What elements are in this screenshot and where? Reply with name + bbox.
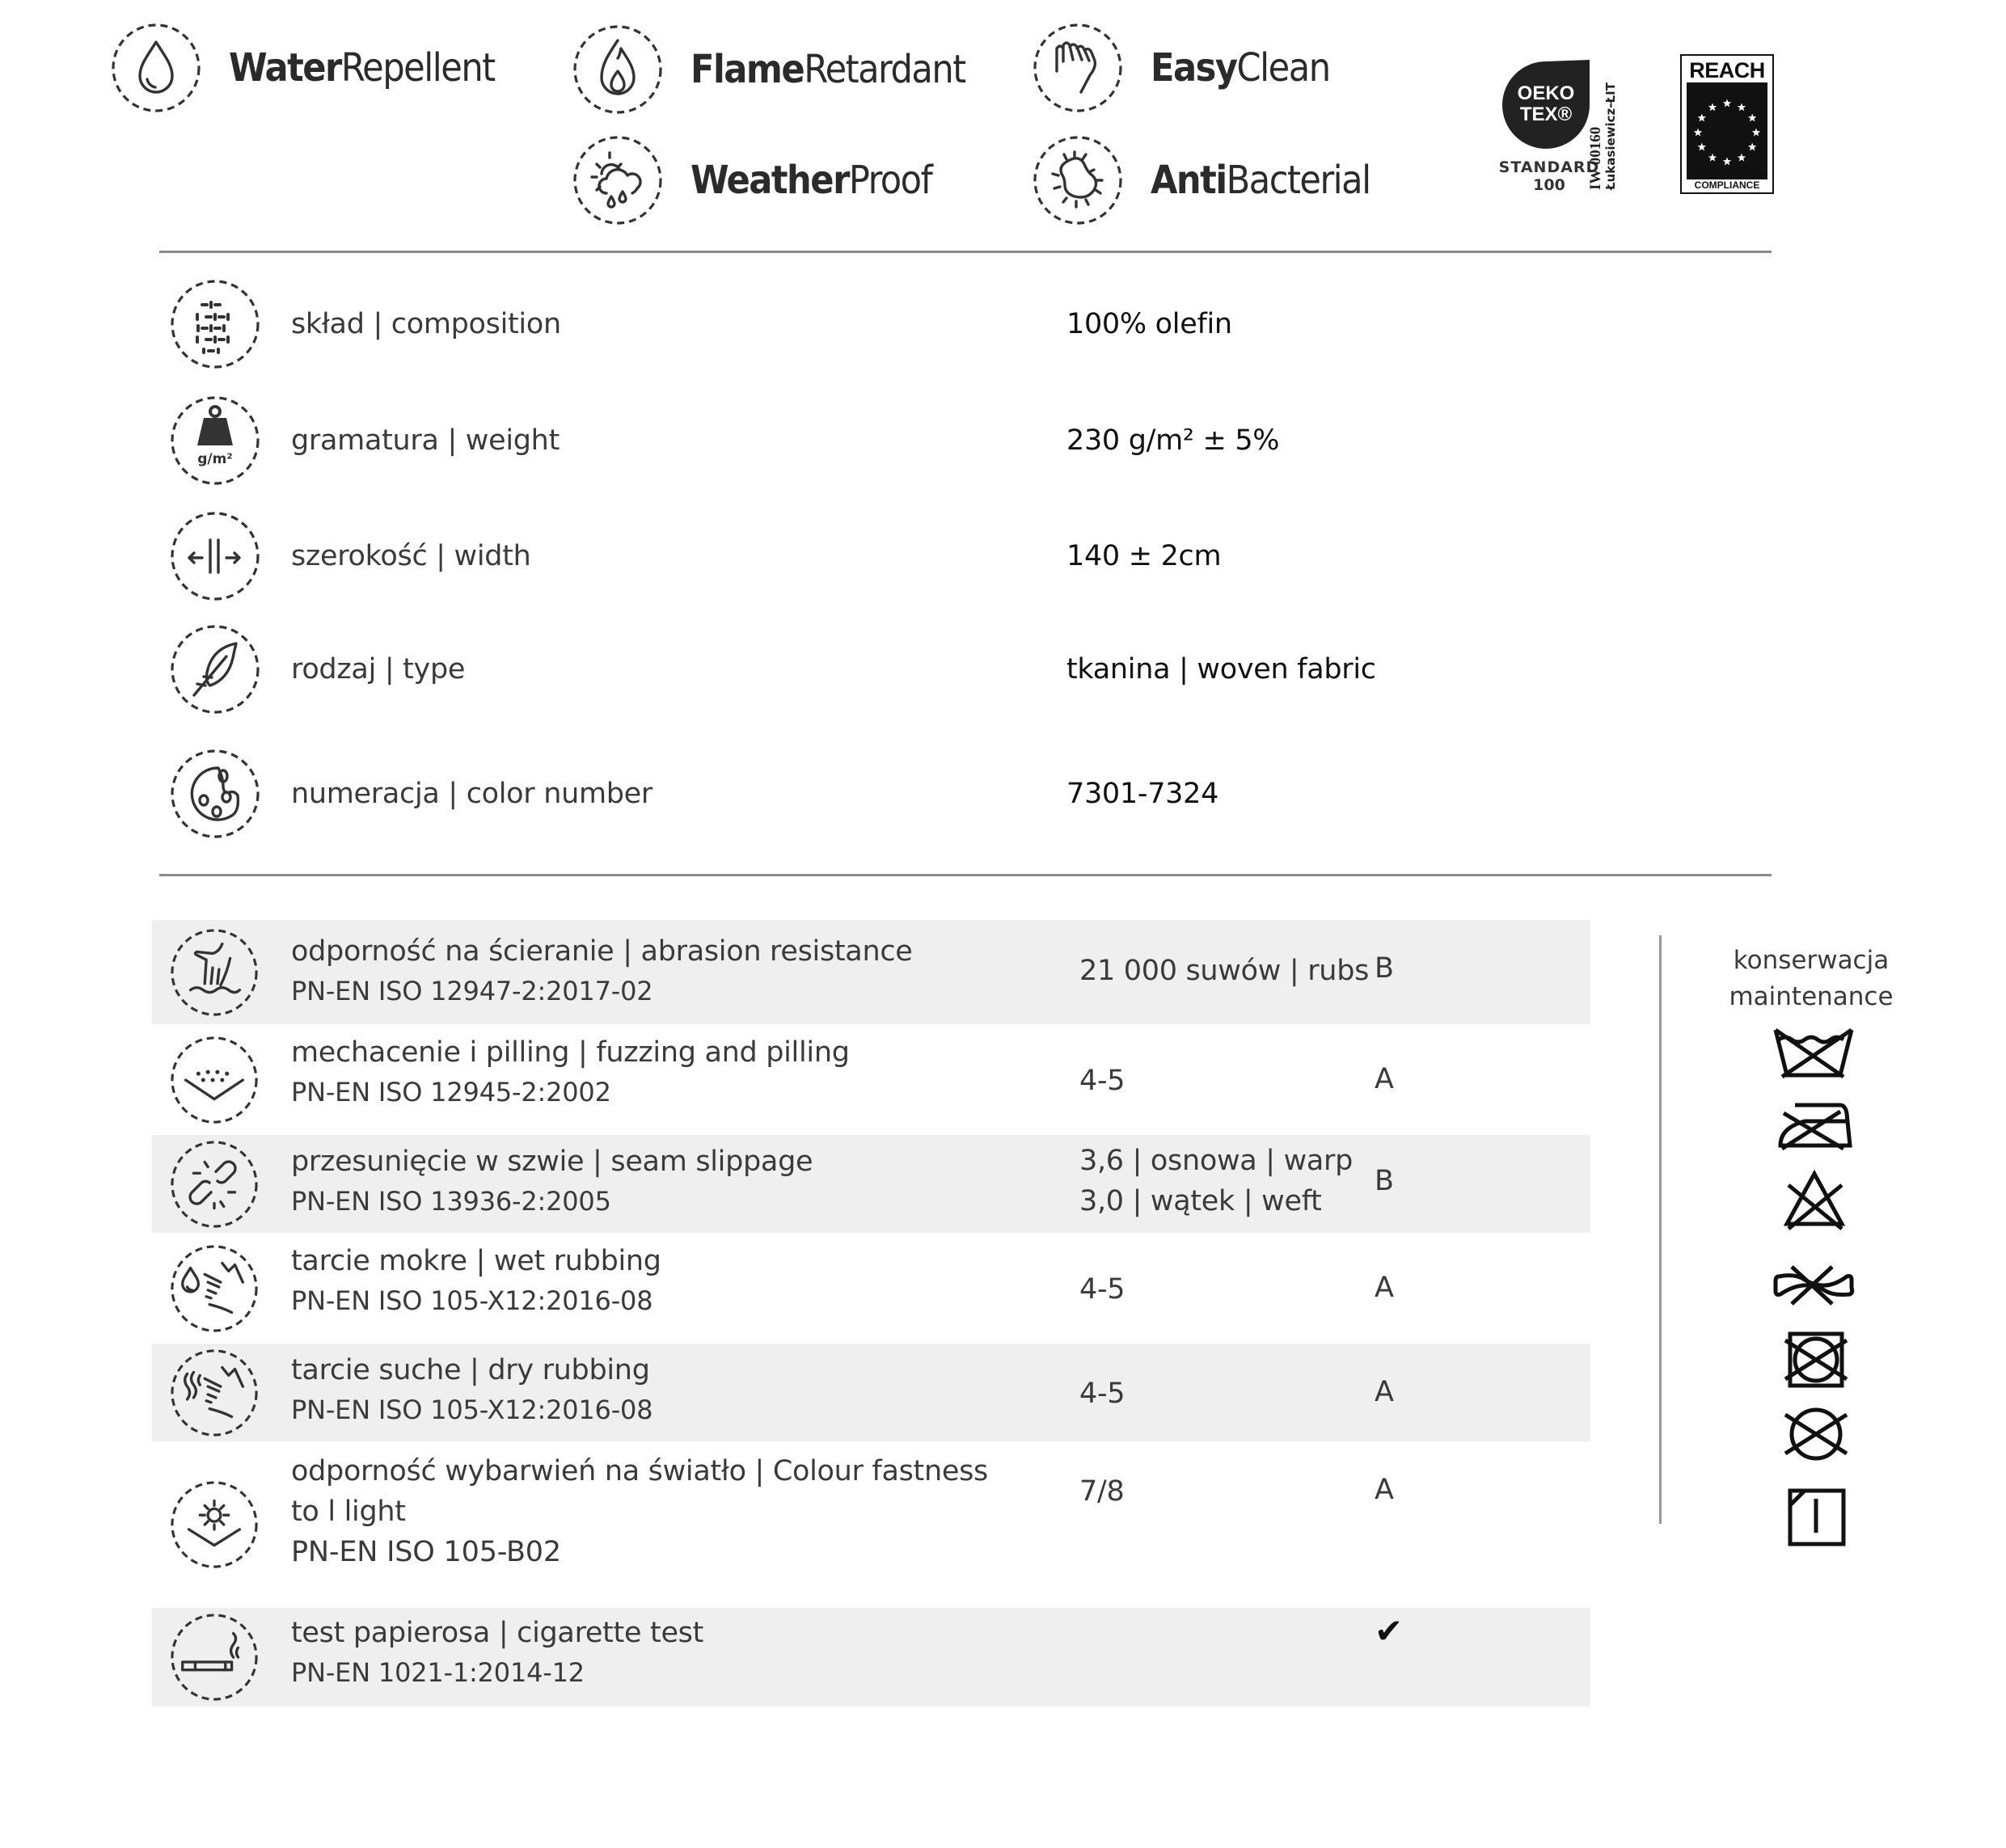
weight-icon [170, 395, 260, 486]
feature-bold: Weather [690, 158, 849, 203]
section-divider [159, 251, 1772, 253]
maintenance-title-pl: konserwacja [1733, 946, 1890, 975]
test-standard: PN-EN 1021-1:2014-12 [291, 1657, 585, 1688]
test-title: tarcie mokre | wet rubbing [291, 1245, 661, 1277]
feature-light: Clean [1236, 45, 1330, 91]
oekotex-line1: OEKO [1517, 82, 1575, 104]
do-not-dry-clean-icon [1763, 1407, 1860, 1471]
oekotex-number: 100 [1533, 176, 1565, 194]
spec-value: 7301-7324 [1066, 778, 1219, 810]
test-standard: PN-EN ISO 12947-2:2017-02 [291, 976, 653, 1006]
test-grade: B [1375, 1165, 1395, 1197]
test-row-pilling [152, 1024, 1590, 1135]
maintenance-title-en: maintenance [1729, 982, 1894, 1011]
feature-bold: Easy [1151, 45, 1237, 91]
eu-stars-icon [1687, 82, 1767, 179]
spec-value: tkanina | woven fabric [1066, 653, 1376, 686]
test-row-abrasion [152, 920, 1590, 1024]
section-divider [159, 874, 1772, 876]
feature-light: Retardant [804, 47, 965, 92]
abrasion-hand-icon [170, 928, 259, 1017]
oekotex-cert-number: IW 00160 [1587, 126, 1604, 190]
feature-flame-retardant [572, 24, 965, 115]
test-standard: PN-EN ISO 13936-2:2005 [291, 1186, 611, 1217]
feature-bold: Flame [690, 47, 805, 92]
do-not-tumble-dry-icon [1763, 1331, 1860, 1395]
test-grade: A [1375, 1063, 1394, 1095]
oekotex-line2: TEX® [1519, 103, 1573, 125]
test-standard: PN-EN ISO 105-X12:2016-08 [291, 1285, 653, 1316]
do-not-wring-icon [1763, 1262, 1860, 1327]
oekotex-cert-id [1588, 82, 1617, 190]
do-not-iron-icon [1763, 1100, 1860, 1165]
test-title-line1: odporność wybarwień na światło | Colour fastness [291, 1455, 988, 1487]
feature-light: Repellent [340, 45, 495, 91]
oekotex-standard: STANDARD [1498, 158, 1600, 176]
oekotex-institute: Łukasiewicz-ŁIT [1603, 82, 1618, 190]
weight-icon-unit: g/m² [197, 451, 233, 467]
reach-title: REACH [1689, 58, 1765, 82]
spec-row-width [170, 511, 1755, 601]
broken-chain-icon [170, 1140, 259, 1229]
dry-rubbing-icon [170, 1348, 259, 1437]
sun-cloud-rain-icon [572, 135, 663, 226]
spec-value: 230 g/m² ± 5% [1066, 424, 1280, 457]
test-title-line2: to l light [291, 1496, 406, 1528]
light-fastness-icon [170, 1480, 259, 1569]
reach-subtitle: COMPLIANCE [1694, 179, 1760, 191]
test-value-weft: 3,0 | wątek | weft [1079, 1185, 1322, 1217]
flame-icon [572, 24, 663, 115]
width-arrows-icon [170, 511, 260, 601]
test-grade: A [1375, 1474, 1394, 1506]
spec-label: szerokość | width [291, 540, 531, 572]
test-row-cigarette [152, 1608, 1590, 1707]
test-standard: PN-EN ISO 12945-2:2002 [291, 1077, 611, 1108]
do-not-wash-icon [1763, 1028, 1860, 1093]
test-grade: A [1375, 1376, 1394, 1408]
feature-bold: Water [229, 45, 341, 91]
feature-easy-clean [1033, 23, 1330, 113]
test-title: przesunięcie w szwie | seam slippage [291, 1146, 813, 1178]
spec-label: rodzaj | type [291, 653, 466, 686]
palette-icon [170, 749, 260, 839]
maintenance-divider [1659, 935, 1662, 1524]
pilling-icon [170, 1036, 259, 1124]
spec-row-composition [170, 279, 1755, 369]
test-value-warp: 3,6 | osnowa | warp [1079, 1145, 1354, 1177]
feature-weather-proof [572, 135, 931, 226]
test-value: 4-5 [1079, 1065, 1125, 1097]
test-title: tarcie suche | dry rubbing [291, 1354, 650, 1386]
drip-dry-shade-icon [1763, 1487, 1860, 1552]
test-title: mechacenie i pilling | fuzzing and pilling [291, 1036, 850, 1069]
test-grade: A [1375, 1272, 1394, 1304]
hand-icon [1033, 23, 1123, 113]
test-standard: PN-EN ISO 105-X12:2016-08 [291, 1394, 653, 1425]
test-value: 7/8 [1079, 1475, 1125, 1508]
test-value: 4-5 [1079, 1273, 1125, 1306]
spec-label: numeracja | color number [291, 778, 652, 810]
test-row-light-fastness [152, 1441, 1590, 1608]
weave-icon [170, 279, 260, 369]
spec-row-color-number [170, 749, 1755, 839]
reach-compliance-badge [1680, 54, 1774, 194]
test-row-wet-rubbing [152, 1233, 1590, 1344]
spec-row-weight [170, 395, 1755, 486]
test-value: 4-5 [1079, 1378, 1125, 1410]
cigarette-icon [170, 1613, 259, 1702]
spec-label: skład | composition [291, 308, 561, 340]
feature-bold: Anti [1151, 158, 1227, 203]
test-title: odporność na ścieranie | abrasion resistance [291, 935, 913, 968]
feature-water-repellent [111, 23, 495, 113]
feature-light: Bacterial [1226, 158, 1370, 203]
test-row-dry-rubbing [152, 1344, 1590, 1441]
bacteria-icon [1033, 135, 1123, 226]
check-icon: ✔ [1375, 1611, 1404, 1651]
spec-row-type [170, 624, 1755, 715]
feather-icon [170, 624, 260, 715]
test-standard: PN-EN ISO 105-B02 [291, 1536, 561, 1568]
feature-anti-bacterial [1033, 135, 1370, 226]
test-row-seam-slippage [152, 1135, 1590, 1233]
spec-label: gramatura | weight [291, 424, 560, 457]
feature-light: Proof [848, 158, 932, 203]
wet-rubbing-icon [170, 1244, 259, 1333]
water-drop-icon [111, 23, 201, 113]
test-grade: B [1375, 952, 1395, 985]
spec-value: 140 ± 2cm [1066, 540, 1222, 572]
test-value: 21 000 suwów | rubs [1079, 955, 1370, 987]
spec-value: 100% olefin [1066, 308, 1232, 340]
test-title: test papierosa | cigarette test [291, 1617, 704, 1649]
do-not-bleach-icon [1763, 1167, 1860, 1232]
